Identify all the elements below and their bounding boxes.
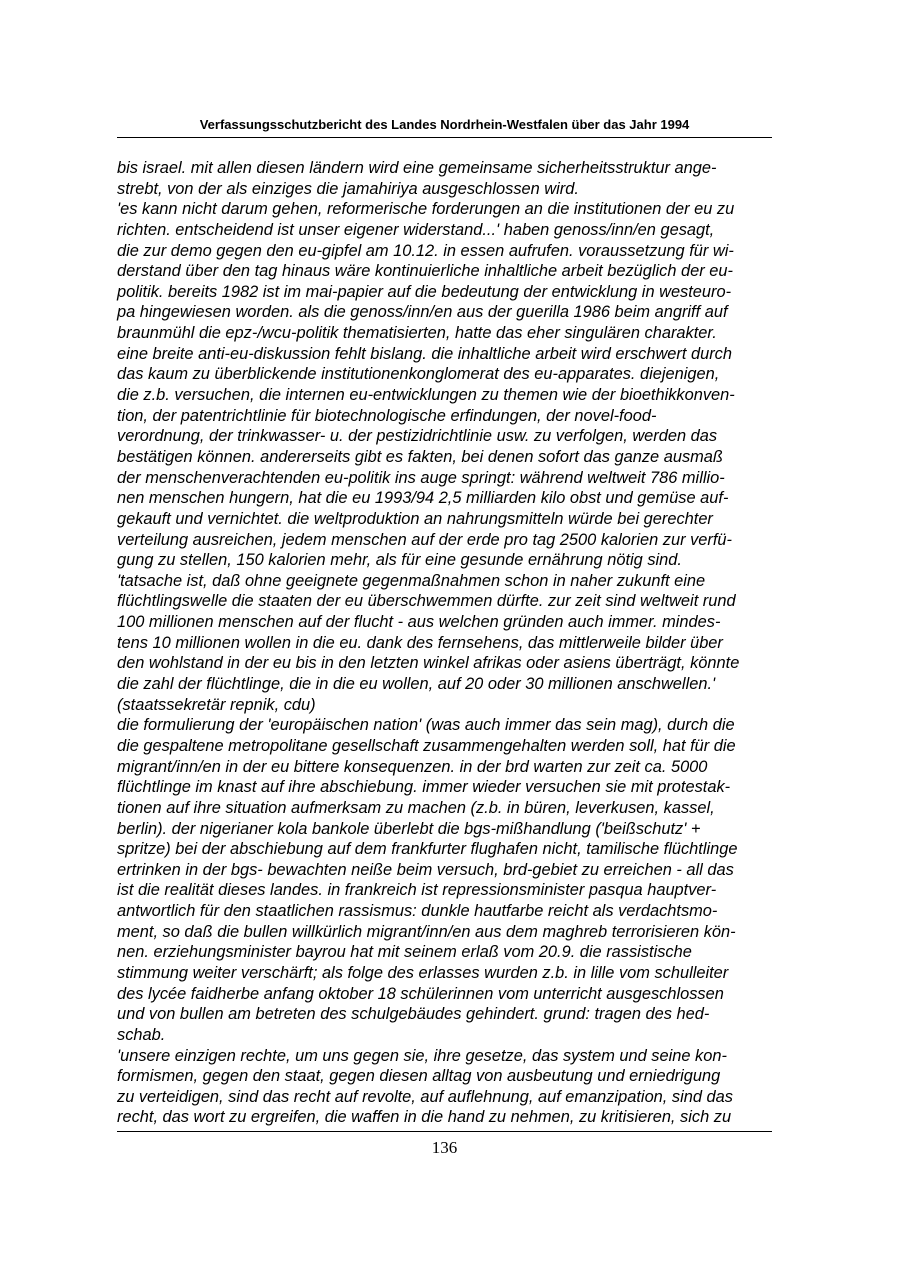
text-line: gekauft und vernichtet. die weltproduktion an nahrungsmitteln würde bei gerechter — [117, 509, 713, 528]
text-line: die z.b. versuchen, die internen eu-entwicklungen zu themen wie der bioethikkonven- — [117, 386, 735, 405]
text-line: ertrinken in der bgs- bewachten neiße beim versuch, brd-gebiet zu erreichen - all das — [117, 860, 734, 879]
text-line: pa hingewiesen worden. als die genoss/inn/en aus der guerilla 1986 beim angriff auf — [117, 303, 728, 322]
text-line: spritze) bei der abschiebung auf dem frankfurter flughafen nicht, tamilische flüchtlinge — [117, 840, 738, 859]
text-line: formismen, gegen den staat, gegen diesen alltag von ausbeutung und erniedrigung — [117, 1067, 721, 1086]
text-line: gung zu stellen, 150 kalorien mehr, als für eine gesunde ernährung nötig sind. — [117, 551, 682, 570]
text-line: die zahl der flüchtlinge, die in die eu wollen, auf 20 oder 30 millionen anschwellen.' — [117, 675, 716, 694]
text-line: den wohlstand in der eu bis in den letzten winkel afrikas oder asiens überträgt, könnte — [117, 654, 740, 673]
text-line: bestätigen können. andererseits gibt es fakten, bei denen sofort das ganze ausmaß — [117, 447, 723, 466]
text-line: das kaum zu überblickende institutionenkonglomerat des eu-apparates. diejenigen, — [117, 365, 720, 384]
text-line: nen. erziehungsminister bayrou hat mit seinem erlaß vom 20.9. die rassistische — [117, 943, 692, 962]
text-line: (staatssekretär repnik, cdu) — [117, 695, 316, 714]
text-line: derstand über den tag hinaus wäre kontinuierliche inhaltliche arbeit bezüglich der eu- — [117, 262, 733, 281]
text-line: des lycée faidherbe anfang oktober 18 schülerinnen vom unterricht ausgeschlossen — [117, 984, 724, 1003]
text-line: antwortlich für den staatlichen rassismus: dunkle hautfarbe reicht als verdachtsmo- — [117, 902, 718, 921]
text-line: die gespaltene metropolitane gesellschaft zusammengehalten werden soll, hat für die — [117, 736, 736, 755]
text-line: nen menschen hungern, hat die eu 1993/94 2,5 milliarden kilo obst und gemüse auf- — [117, 489, 729, 508]
text-line: die formulierung der 'europäischen nation' (was auch immer das sein mag), durch die — [117, 716, 735, 735]
text-line: braunmühl die epz-/wcu-politik thematisierten, hatte das eher singulären charakter. — [117, 324, 717, 343]
text-line: stimmung weiter verschärft; als folge des erlasses wurden z.b. in lille vom schulleiter — [117, 963, 729, 982]
text-line: tens 10 millionen wollen in die eu. dank des fernsehens, das mittlerweile bilder über — [117, 633, 723, 652]
text-line: politik. bereits 1982 ist im mai-papier auf die bedeutung der entwicklung in westeuro- — [117, 282, 732, 301]
text-line: verteilung ausreichen, jedem menschen auf der erde pro tag 2500 kalorien zur verfü- — [117, 530, 733, 549]
header-rule — [117, 137, 772, 138]
text-line: berlin). der nigerianer kola bankole überlebt die bgs-mißhandlung ('beißschutz' + — [117, 819, 701, 838]
text-line: verordnung, der trinkwasser- u. der pestizidrichtlinie usw. zu verfolgen, werden das — [117, 427, 718, 446]
text-line: recht, das wort zu ergreifen, die waffen in die hand zu nehmen, zu kritisieren, sich zu — [117, 1108, 732, 1127]
text-line: 'tatsache ist, daß ohne geeignete gegenmaßnahmen schon in naher zukunft eine — [117, 571, 706, 590]
text-line: 'unsere einzigen rechte, um uns gegen sie, ihre gesetze, das system und seine kon- — [117, 1046, 727, 1065]
page-header: Verfassungsschutzbericht des Landes Nordrhein-Westfalen über das Jahr 1994 — [199, 117, 690, 132]
text-line: der menschenverachtenden eu-politik ins auge springt: während weltweit 786 millio- — [117, 468, 725, 487]
text-line: richten. entscheidend ist unser eigener widerstand...' haben genoss/inn/en gesagt, — [117, 220, 715, 239]
text-line: schab. — [117, 1025, 166, 1044]
text-line: ment, so daß die bullen willkürlich migrant/inn/en aus dem maghreb terrorisieren kön- — [117, 922, 736, 941]
text-line: flüchtlinge im knast auf ihre abschiebung. immer wieder versuchen sie mit protestak- — [117, 778, 731, 797]
page-number: 136 — [431, 1138, 458, 1157]
text-line: bis israel. mit allen diesen ländern wird eine gemeinsame sicherheitsstruktur ange- — [117, 159, 717, 177]
text-line: ist die realität dieses landes. in frankreich ist repressionsminister pasqua hauptver- — [117, 881, 717, 900]
body-text — [117, 158, 797, 1128]
footer-rule — [117, 1131, 772, 1132]
text-line: die zur demo gegen den eu-gipfel am 10.12. in essen aufrufen. voraussetzung für wi- — [117, 241, 734, 260]
text-line: eine breite anti-eu-diskussion fehlt bislang. die inhaltliche arbeit wird erschwert durch — [117, 344, 732, 363]
text-line: und von bullen am betreten des schulgebäudes gehindert. grund: tragen des hed- — [117, 1005, 710, 1024]
text-line: zu verteidigen, sind das recht auf revolte, auf auflehnung, auf emanzipation, sind das — [117, 1087, 733, 1106]
text-line: strebt, von der als einziges die jamahiriya ausgeschlossen wird. — [117, 179, 579, 198]
text-line: tionen auf ihre situation aufmerksam zu machen (z.b. in büren, leverkusen, kassel, — [117, 798, 715, 817]
text-line: migrant/inn/en in der eu bittere konsequenzen. in der brd warten zur zeit ca. 5000 — [117, 757, 708, 776]
text-line: tion, der patentrichtlinie für biotechnologische erfindungen, der novel-food- — [117, 406, 657, 425]
text-line: 'es kann nicht darum gehen, reformerische forderungen an die institutionen der eu zu — [117, 200, 735, 219]
text-line: 100 millionen menschen auf der flucht - aus welchen gründen auch immer. mindes- — [117, 613, 721, 632]
text-line: flüchtlingswelle die staaten der eu überschwemmen dürfte. zur zeit sind weltweit rund — [117, 592, 736, 611]
